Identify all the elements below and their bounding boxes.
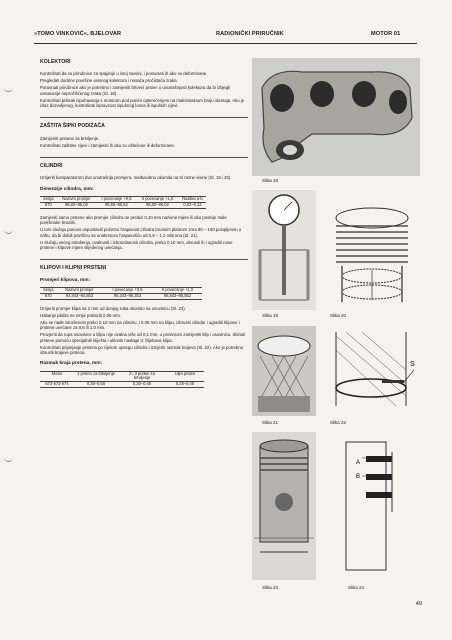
- paragraph: Pregledati dodirne površine usisnog kolektora i nosača pročistača zraka.: [40, 78, 178, 84]
- table-cell: 0,25–0,40: [175, 381, 195, 387]
- header-rule: [34, 43, 417, 44]
- table-title: Promjeri klipova, mm:: [40, 277, 91, 283]
- column-header: Nazivni promjer: [62, 196, 91, 202]
- paragraph: Zamjeniti samo prstene ako promjer cilindra ne prelazi 0,10 mm nazivne mjere ili ako postoje male površinske brazde.: [40, 214, 227, 226]
- cylinder-measure-figure: [322, 196, 420, 308]
- figure-label: B: [356, 474, 361, 480]
- piston-diameter-table: [40, 287, 202, 300]
- column-header: Serija: [43, 286, 54, 292]
- bore-gauge-figure: [252, 190, 316, 310]
- honing-figure: [252, 326, 316, 416]
- section-title: KLIPOVI I KLIPNI PRSTENI: [40, 265, 107, 272]
- text-column: [40, 60, 248, 394]
- table-cell: 0,02–0,12: [183, 201, 202, 207]
- section-title: ZAŠTITA ŠIPKI PODIZAČA: [40, 123, 105, 130]
- column-header: I povećanje +0,5: [101, 196, 132, 202]
- paragraph: Izmjeriti komparatorom dva unutrašnja promjera, međusobno okomita na tri razne visine (Sl. 19 i 20).: [40, 175, 232, 181]
- ring-groove-figure: [322, 432, 420, 580]
- column-header: I povećanje +0,5: [112, 286, 143, 292]
- column-header: II povećanje +1,0: [161, 286, 194, 292]
- table-cell: 95,843–95,853: [163, 292, 192, 298]
- table-cell: 670: [44, 292, 52, 298]
- paragraph: Izmjeriti promjer klipa na 2 mm od donjeg ruba okomito na osovinicu (Sl. 23).: [40, 305, 186, 311]
- section-label: MOTOR 01: [371, 31, 401, 37]
- paragraph: Zamijeniti prstene za brtvljenje.: [40, 135, 100, 141]
- section-divider: [40, 157, 248, 250]
- table-cell: 0,35–0,55: [86, 381, 106, 387]
- figure-label: A: [356, 460, 361, 466]
- paragraph: U tom slučaju ponovo uspostaviti početnu hrapavost cilindra brusnim platnom zrna 80 – 100 polopljenim u naftu, da bi dobili površinu sa unakrsnom hrapavošću od 0,8 – 1,2 mikrona (Sl. 21).: [40, 227, 242, 238]
- table-cell: 0,30–0,45: [132, 381, 152, 387]
- table-title: Razmak kraja prstena, mm:: [40, 361, 103, 367]
- figure-caption: Slika 19: [262, 313, 279, 318]
- punch-mark: [4, 86, 13, 92]
- paragraph: U slučaju većeg istrošenja, ovalnosti i izbrazdanosti cilindra, preko 0,10 mm, obrusiti ih i ugraditi nove prstene i klipove mjere slijedećeg uvećanja.: [40, 239, 233, 250]
- column-header: Razlika a-b: [182, 196, 203, 202]
- paragraph: Kontrolirati prilisak ispuhavanja s motorom pod punim opterećenjem na maksimalnom broju okretaja. Ako je izlaz dozvoljenog, kontrolirati ispravnost ispušnog lonca ili ispušnih cijevi.: [40, 97, 245, 109]
- table-row: [40, 382, 204, 388]
- punch-mark: [4, 228, 13, 234]
- figure-caption: Slika 22: [330, 420, 347, 425]
- manual-title: RADIONIČKI PRIRUČNIK: [216, 31, 284, 37]
- section-title: KOLEKTORI: [40, 59, 71, 65]
- table-cell: 94,843–94,853: [65, 292, 94, 298]
- figure-caption: Slika 24: [348, 585, 365, 590]
- column-header: Nazivni promjer: [65, 286, 94, 292]
- piston-figure: [252, 432, 316, 580]
- paragraph: Kontrolirati da su prirubnice za spajanje u istoj ravnini, i poravnati ih ako su deformirane.: [40, 71, 208, 77]
- paragraph: Provjeriti da rupa osovinice u klipu nije ovalna više od 0,1 mm, u protivnom zamijeniti klip i osovinicu. Skinuti prstene pomoću specijalnih kliješta i ukloniti naslage iz žlijebova klipa.: [40, 332, 246, 343]
- paragraph: Poravnati prirubnice ako je potrebno i zamijeniti brtveni prsten u unutrašnjosti kolektora da bi izbjegli usisavanje nepročišćenog zraka (Sl. 18).: [40, 85, 231, 96]
- column-header: Uljni prsten: [174, 370, 196, 376]
- figure-label: S: [410, 361, 415, 368]
- table-cell: 96,00–96,02: [146, 201, 169, 207]
- column-header: Serija: [43, 196, 54, 202]
- table-title: Dimenzije cilindra, mm:: [40, 186, 94, 192]
- figure-caption: Slika 23: [262, 585, 279, 590]
- table-row: [40, 293, 202, 299]
- table-cell: 672-673-674: [45, 381, 69, 387]
- paragraph: Ako se nađe istrošenost preko 0,10 mm na cilindru, i 0,05 mm na klipu, izbrusiti cilindar i ugraditi klipove i prstene uvećane za 0,5 ili 1,0 mm.: [40, 319, 240, 331]
- table-cell: 670: [44, 201, 52, 207]
- ring-gap-figure: [322, 326, 420, 416]
- page-number: 49: [415, 601, 422, 607]
- section-divider: [40, 117, 248, 148]
- ring-gap-table: [40, 371, 204, 389]
- section-divider: [40, 259, 248, 388]
- figure-caption: Slika 20: [330, 313, 347, 318]
- figure-caption: Slika 18: [262, 178, 279, 183]
- paragraph: Habanje plašta ne smije prelaziti 0,05 mm.: [40, 312, 121, 318]
- paragraph: Kontrolirati prijanjanje prstena po cijelom opsegu cilindra i izmjeriti razmak krajeva (Sl. 22). Ako je potrebno obrusiti krajeve prstena.: [40, 344, 244, 355]
- publisher-label: »TOMO VINKOVIĆ«, BJELOVAR: [34, 31, 122, 37]
- column-header: II povećanje +1,0: [141, 196, 174, 202]
- column-header: 2 i 3 prsten za brtvljenje: [129, 370, 155, 381]
- table-cell: 95,343–95,353: [113, 292, 142, 298]
- section-title: CILINDRI: [40, 163, 63, 170]
- cylinder-dimensions-table: [40, 196, 206, 209]
- table-cell: 95,50–95,52: [105, 201, 128, 207]
- figure-caption: Slika 21: [262, 420, 279, 425]
- table-cell: 95,00–95,02: [65, 201, 88, 207]
- column-header: Motor: [51, 370, 63, 376]
- manifold-figure: [252, 58, 420, 176]
- punch-mark: [4, 456, 13, 462]
- paragraph: Kontrolirati zaštitne cijevi i zamijeniti ih ako su oštećene ili deformirane.: [40, 142, 175, 148]
- column-header: 1 prsten za brtvljenje: [77, 370, 115, 376]
- table-row: [40, 202, 206, 208]
- page-header: [0, 31, 452, 43]
